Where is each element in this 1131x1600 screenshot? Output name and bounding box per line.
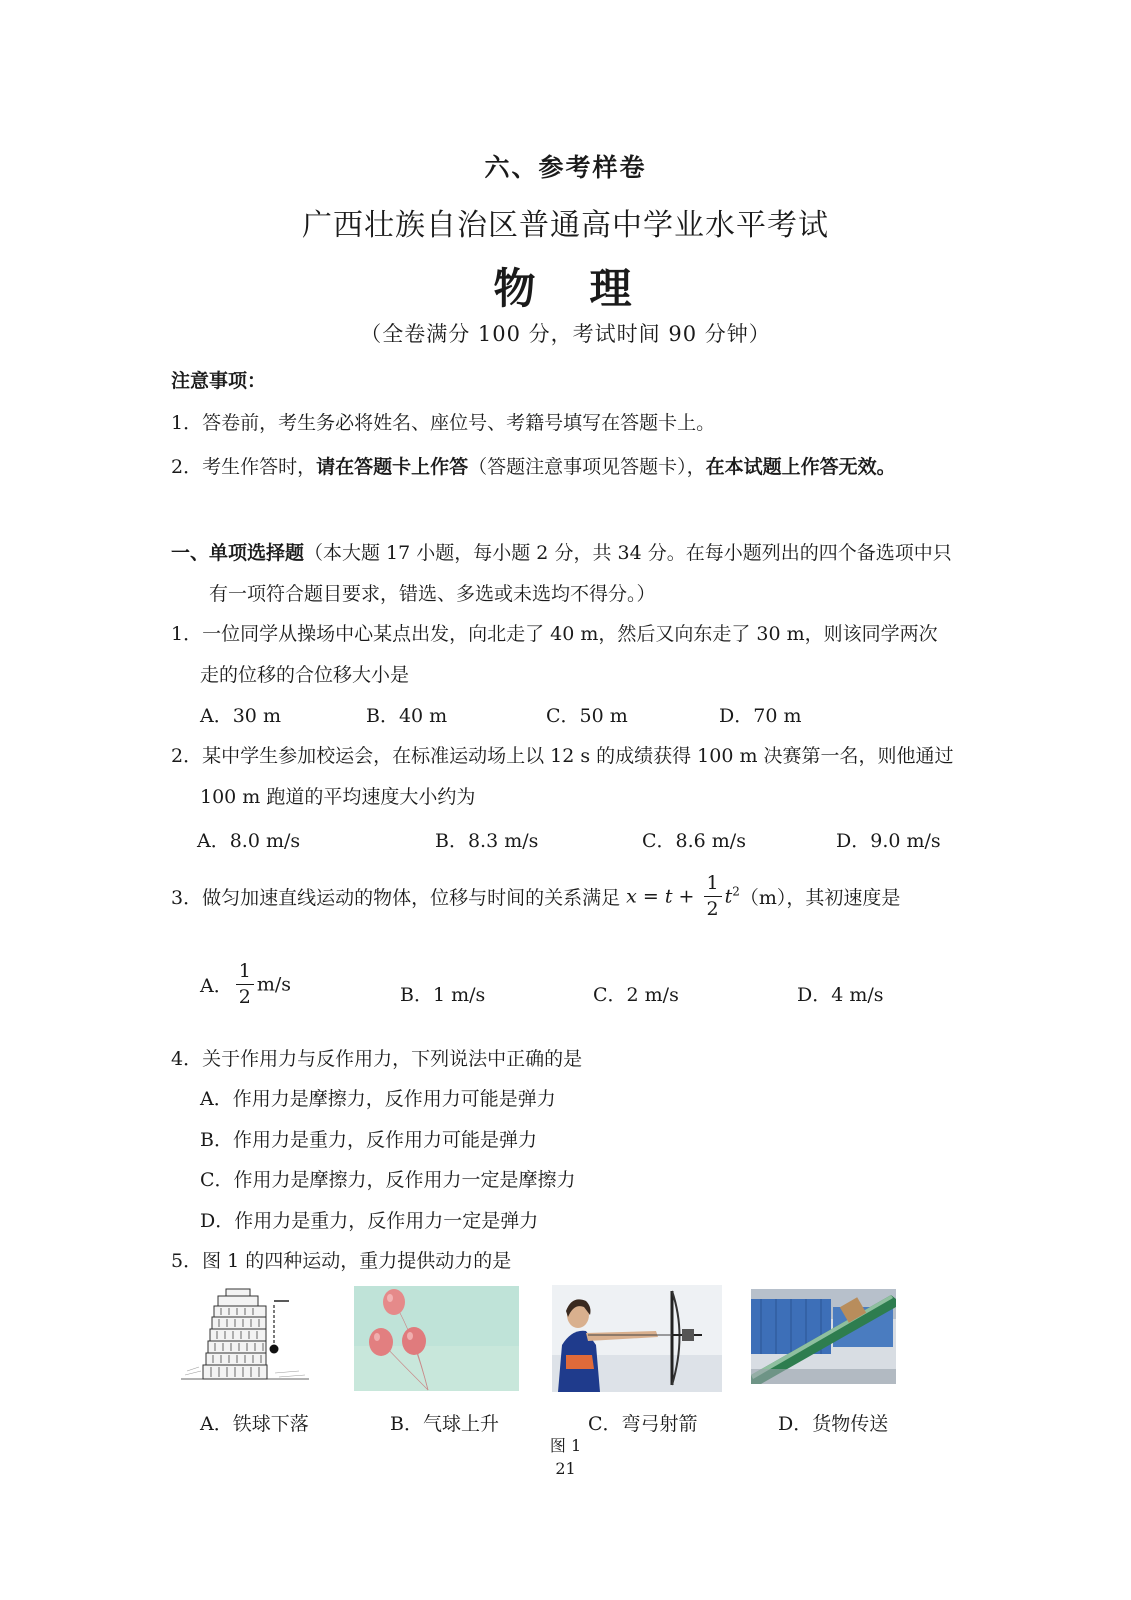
q4-stem: 4．关于作用力与反作用力，下列说法中正确的是	[171, 1048, 583, 1070]
q2-stem-line2: 100 m 跑道的平均速度大小约为	[200, 786, 476, 808]
q2-option-c: C．8.6 m/s	[642, 830, 746, 852]
figure-caption: 图 1	[549, 1436, 582, 1455]
exam-info: （全卷满分 100 分，考试时间 90 分钟）	[360, 322, 771, 346]
q3-option-d: D．4 m/s	[797, 984, 884, 1006]
q1-stem-line1: 1．一位同学从操场中心某点出发，向北走了 40 m，然后又向东走了 30 m，则该同学两次	[171, 623, 938, 645]
q2-option-b: B．8.3 m/s	[435, 830, 539, 852]
notice-item-1: 1．答卷前，考生务必将姓名、座位号、考籍号填写在答题卡上。	[171, 412, 716, 434]
q3-option-c: C．2 m/s	[593, 984, 679, 1006]
notice-heading: 注意事项：	[171, 370, 267, 392]
balloons-image	[354, 1286, 519, 1391]
q4-option-c: C．作用力是摩擦力，反作用力一定是摩擦力	[200, 1169, 576, 1191]
q4-option-b: B．作用力是重力，反作用力可能是弹力	[200, 1129, 537, 1151]
q3-option-a-label: A．	[200, 975, 233, 997]
q1-stem-line2: 走的位移的合位移大小是	[200, 664, 410, 686]
q1-option-d: D．70 m	[719, 705, 802, 727]
q3-frac-num: 1	[704, 874, 722, 897]
subject-title: 物 理	[493, 264, 638, 313]
q3-frac-den: 2	[706, 898, 719, 920]
q1-option-c: C．50 m	[546, 705, 628, 727]
q5-option-a: A．铁球下落	[200, 1413, 309, 1435]
q3-formula-exp: 2	[732, 884, 740, 899]
q4-option-a: A．作用力是摩擦力，反作用力可能是弹力	[200, 1088, 556, 1110]
part1-heading-rest: （本大题 17 小题，每小题 2 分，共 34 分。在每小题列出的四个备选项中只	[304, 542, 952, 564]
q4-option-d: D．作用力是重力，反作用力一定是弹力	[200, 1210, 539, 1232]
q3-option-a-den: 2	[238, 986, 251, 1008]
q3-option-a	[200, 962, 291, 1007]
exam-title: 广西壮族自治区普通高中学业水平考试	[302, 208, 829, 243]
tower-image	[181, 1287, 309, 1387]
q3-option-b: B．1 m/s	[400, 984, 486, 1006]
q5-option-c: C．弯弓射箭	[588, 1413, 698, 1435]
q3-option-a-fraction	[236, 962, 254, 1007]
section-title: 六、参考样卷	[484, 153, 647, 182]
q3-fraction	[704, 874, 722, 919]
q5-option-b: B．气球上升	[390, 1413, 499, 1435]
notice-item-2-c: （答题注意事项见答题卡），	[468, 456, 706, 478]
q3-formula-t: t	[724, 885, 733, 908]
q5-stem: 5．图 1 的四种运动，重力提供动力的是	[171, 1250, 512, 1272]
page-number: 21	[555, 1459, 576, 1478]
q2-option-a: A．8.0 m/s	[197, 830, 301, 852]
archer-image	[552, 1285, 722, 1392]
notice-item-2	[171, 452, 896, 479]
q1-option-b: B．40 m	[366, 705, 448, 727]
notice-item-2-d: 在本试题上作答无效。	[705, 456, 896, 478]
q3-stem-a: 3．做匀加速直线运动的物体，位移与时间的关系满足	[171, 887, 621, 909]
part1-heading-bold: 一、单项选择题	[171, 542, 305, 564]
q5-option-d: D．货物传送	[778, 1413, 889, 1435]
notice-item-2-a: 2．考生作答时，	[171, 456, 317, 478]
q2-option-d: D．9.0 m/s	[836, 830, 941, 852]
conveyor-image	[751, 1289, 896, 1384]
q1-option-a: A．30 m	[200, 705, 281, 727]
q3-formula-a: x = t +	[626, 885, 695, 908]
q3-stem	[171, 874, 900, 919]
q3-stem-b: （m），其初速度是	[739, 887, 901, 909]
notice-item-2-b: 请在答题卡上作答	[316, 456, 469, 478]
part1-heading	[171, 538, 952, 565]
q3-option-a-unit: m/s	[256, 973, 291, 996]
q2-stem-line1: 2．某中学生参加校运会，在标准运动场上以 12 s 的成绩获得 100 m 决赛第一名，则他通过	[171, 745, 954, 767]
q3-option-a-num: 1	[236, 962, 254, 985]
part1-heading-line2: 有一项符合题目要求，错选、多选或未选均不得分。）	[209, 583, 656, 605]
